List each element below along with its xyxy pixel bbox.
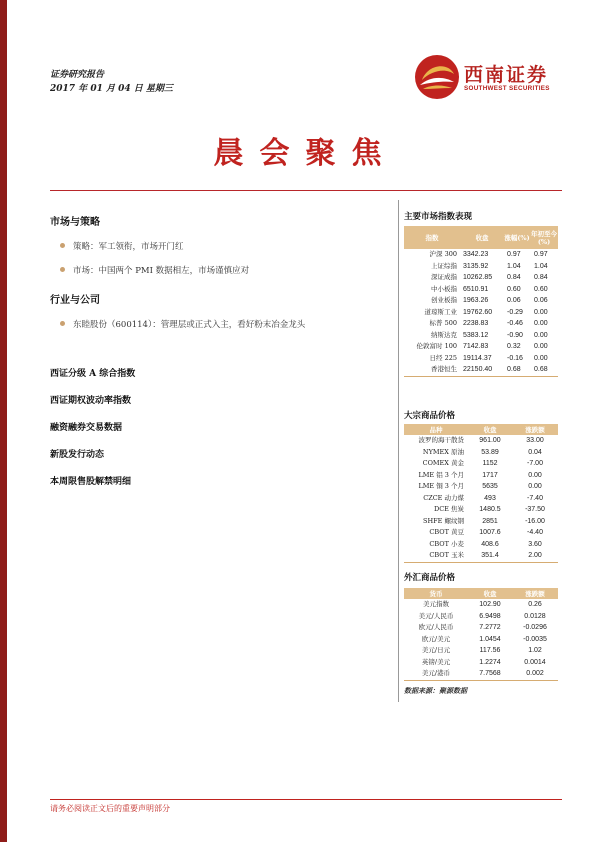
commodity-table-title: 大宗商品价格 (404, 411, 456, 421)
row-label-cell: 美元指数 (423, 600, 449, 608)
table-row (404, 527, 558, 539)
section-title-industry: 行业与公司 (50, 295, 100, 306)
value-cell: 0.84 (507, 274, 521, 281)
table-row (404, 364, 558, 376)
value-cell: 1963.26 (463, 297, 489, 304)
row-label-cell: 中小板指 (431, 284, 457, 293)
value-cell: 7142.83 (463, 343, 489, 350)
value-cell: -0.29 (507, 308, 523, 316)
row-label-cell: CZCE 动力煤 (423, 493, 464, 502)
table-row (404, 447, 558, 459)
table-row (404, 668, 558, 680)
value-cell: 3342.23 (463, 251, 489, 258)
table-row (404, 622, 558, 634)
value-cell: 1.02 (528, 647, 542, 654)
value-cell: 0.32 (507, 343, 521, 350)
value-cell: 2.00 (512, 550, 558, 562)
logo-en-text: SOUTHWEST SECURITIES (464, 85, 550, 92)
value-cell: 0.00 (534, 331, 548, 339)
value-cell: 0.0128 (524, 612, 546, 620)
footer-rule (50, 799, 562, 800)
row-label-cell: CBOT 小麦 (429, 539, 464, 548)
value-cell: 0.002 (512, 668, 558, 680)
table-row (404, 458, 558, 470)
row-label-cell: 沪深 300 (429, 250, 457, 258)
value-cell: -7.00 (527, 460, 543, 467)
table-row (404, 284, 558, 296)
row-label-cell: COMEX 黄金 (422, 459, 464, 467)
column-header: 品种 (404, 424, 468, 435)
strategy-item-text: 市场：中国两个 PMI 数据相左，市场谨慎应对 (73, 266, 250, 276)
table-row (404, 470, 558, 482)
value-cell: 3135.92 (463, 262, 489, 270)
value-cell: 0.84 (534, 274, 548, 281)
table-row (404, 657, 558, 669)
value-cell: -0.0035 (523, 635, 547, 643)
row-label-cell: 上证综指 (431, 261, 457, 270)
fx-table-body (404, 599, 558, 680)
value-cell: 1.04 (534, 262, 548, 270)
value-cell: 5635 (482, 483, 498, 490)
table-row (404, 493, 558, 505)
row-label-cell: DCE 焦炭 (434, 505, 464, 513)
table-row (404, 539, 558, 551)
column-header: 涨跌额 (512, 424, 558, 435)
row-label-cell: 欧元/美元 (421, 634, 451, 643)
left-accent-bar (0, 0, 7, 842)
commodity-table-body (404, 435, 558, 562)
bullet-dot-icon (60, 321, 65, 326)
industry-item[interactable] (60, 318, 305, 330)
value-cell: -7.40 (527, 494, 543, 502)
link-unlock-schedule[interactable]: 本周限售股解禁明细 (50, 477, 132, 487)
row-label-cell: 创业板指 (431, 296, 457, 304)
value-cell: 1.04 (507, 262, 521, 270)
table-row (404, 249, 558, 261)
column-header: 年初至今(%) (530, 226, 558, 249)
value-cell: 0.26 (528, 601, 542, 608)
row-label-cell: CBOT 玉米 (404, 550, 468, 562)
market-table-body (404, 249, 558, 376)
row-label-cell: CBOT 黄豆 (429, 528, 464, 536)
table-row (404, 516, 558, 528)
value-cell: 0.06 (507, 297, 521, 304)
table-row (404, 435, 558, 447)
row-label-cell: 美元/港币 (404, 668, 468, 680)
table-row (404, 504, 558, 516)
value-cell: 3.60 (528, 540, 542, 548)
value-cell: 1152 (482, 460, 498, 467)
value-cell: 10262.85 (463, 274, 493, 281)
commodity-table (404, 424, 558, 563)
value-cell: 961.00 (479, 437, 501, 444)
value-cell: 0.00 (528, 483, 542, 490)
section-title-strategy: 市场与策略 (50, 217, 100, 228)
title-rule (50, 190, 562, 191)
table-row (404, 353, 558, 365)
value-cell: 0.00 (528, 471, 542, 479)
value-cell: 22150.40 (460, 364, 504, 376)
column-header: 货币 (404, 588, 468, 599)
value-cell: 0.04 (528, 448, 542, 456)
logo-cn-text: 西南证券 (464, 64, 549, 86)
value-cell: 1480.5 (479, 506, 501, 513)
value-cell: -16.00 (525, 517, 545, 525)
value-cell: -4.40 (527, 529, 543, 536)
industry-item-text: 东睦股份（600114）：管理层或正式入主，看好粉末冶金龙头 (73, 320, 306, 330)
value-cell: 1.2274 (479, 658, 501, 666)
link-margin-trading[interactable]: 融资融券交易数据 (50, 423, 123, 433)
fx-table-title: 外汇商品价格 (404, 573, 456, 583)
strategy-item-text: 策略：军工领衔，市场开门红 (73, 242, 184, 252)
value-cell: 0.97 (534, 251, 548, 258)
value-cell: 1.0454 (479, 635, 501, 643)
link-graded-a-index[interactable]: 西证分级 A 综合指数 (50, 369, 136, 379)
row-label-cell: 香港恒生 (404, 364, 460, 376)
column-header: 收盘 (460, 226, 504, 249)
value-cell: 0.60 (507, 285, 521, 293)
row-label-cell: 纳斯达克 (431, 330, 457, 339)
value-cell: 117.56 (479, 647, 501, 654)
link-option-volatility[interactable]: 西证期权波动率指数 (50, 396, 132, 406)
value-cell: 493 (484, 494, 496, 502)
table-row (404, 611, 558, 623)
market-index-table (404, 226, 558, 377)
value-cell: 0.00 (534, 354, 548, 362)
doc-type: 证券研究报告 (50, 70, 105, 80)
value-cell: -37.50 (525, 506, 545, 513)
row-label-cell: 美元/人民币 (418, 611, 454, 620)
value-cell: 0.00 (534, 308, 548, 316)
value-cell: 102.90 (479, 601, 501, 608)
row-label-cell: 欧元/人民币 (418, 623, 454, 631)
row-label-cell: 道琼斯工业 (424, 307, 457, 316)
value-cell: 408.6 (481, 540, 499, 548)
row-label-cell: NYMEX 原油 (422, 447, 464, 456)
row-label-cell: 美元/日元 (421, 646, 451, 654)
value-cell: 0.06 (534, 297, 548, 304)
value-cell: 7.7568 (468, 668, 512, 680)
value-cell: 19762.60 (463, 308, 493, 316)
table-row (404, 599, 558, 611)
row-label-cell: 日经 225 (429, 353, 457, 362)
row-label-cell: LME 铝 3 个月 (418, 470, 464, 479)
table-row (404, 272, 558, 284)
table-row (404, 481, 558, 493)
table-row (404, 307, 558, 319)
value-cell: 5383.12 (463, 331, 489, 339)
value-cell: -0.90 (507, 331, 523, 339)
value-cell: 351.4 (468, 550, 512, 562)
value-cell: 0.00 (534, 343, 548, 350)
company-logo (414, 54, 564, 104)
value-cell: 0.97 (507, 251, 521, 258)
market-table-title: 主要市场指数表现 (404, 212, 473, 222)
value-cell: -0.16 (507, 354, 523, 362)
southwest-securities-logo-icon (414, 54, 460, 100)
page-title: 晨会聚焦 (213, 136, 398, 171)
column-header: 收盘 (468, 424, 512, 435)
row-label-cell: LME 铜 3 个月 (418, 482, 464, 490)
value-cell: 2851 (482, 517, 498, 525)
column-header: 指数 (404, 226, 460, 249)
column-header: 收盘 (468, 588, 512, 599)
value-cell: 0.60 (534, 285, 548, 293)
value-cell: 19114.37 (463, 354, 492, 362)
row-label-cell: 波罗的海干散货 (418, 436, 464, 444)
footer-disclaimer: 请务必阅读正文后的重要声明部分 (50, 804, 170, 813)
value-cell: 0.68 (530, 364, 558, 376)
table-row (404, 318, 558, 330)
column-header: 涨幅(%) (504, 226, 530, 249)
row-label-cell: 标普 500 (429, 319, 457, 327)
column-separator (398, 200, 399, 702)
strategy-item[interactable] (60, 264, 249, 276)
value-cell: 1007.6 (479, 529, 501, 536)
table-row (404, 341, 558, 353)
value-cell: -0.0296 (523, 624, 547, 631)
bullet-dot-icon (60, 243, 65, 248)
value-cell: 0.0014 (524, 658, 546, 666)
table-row (404, 550, 558, 562)
link-ipo-news[interactable]: 新股发行动态 (50, 450, 105, 460)
value-cell: 6.9498 (479, 612, 501, 620)
value-cell: 0.68 (504, 364, 530, 376)
value-cell: 2238.83 (463, 320, 489, 327)
row-label-cell: 英镑/美元 (421, 657, 451, 666)
value-cell: 53.89 (481, 448, 499, 456)
fx-table (404, 588, 558, 681)
column-header: 涨跌额 (512, 588, 558, 599)
data-source: 数据来源：聚源数据 (404, 686, 467, 695)
table-row (404, 261, 558, 273)
value-cell: 6510.91 (463, 285, 489, 293)
table-row (404, 634, 558, 646)
table-row (404, 295, 558, 307)
value-cell: 0.00 (534, 320, 548, 327)
report-date: 2017 年 01 月 04 日 星期三 (50, 84, 173, 94)
row-label-cell: SHFE 螺纹钢 (423, 516, 464, 525)
bullet-dot-icon (60, 267, 65, 272)
table-row (404, 330, 558, 342)
value-cell: 33.00 (526, 437, 544, 444)
row-label-cell: 深证成指 (431, 273, 457, 281)
value-cell: 1717 (482, 471, 498, 479)
value-cell: 7.2772 (479, 624, 501, 631)
value-cell: -0.46 (507, 320, 523, 327)
row-label-cell: 伦敦富时 100 (416, 342, 457, 350)
strategy-item[interactable] (60, 240, 184, 252)
table-row (404, 645, 558, 657)
